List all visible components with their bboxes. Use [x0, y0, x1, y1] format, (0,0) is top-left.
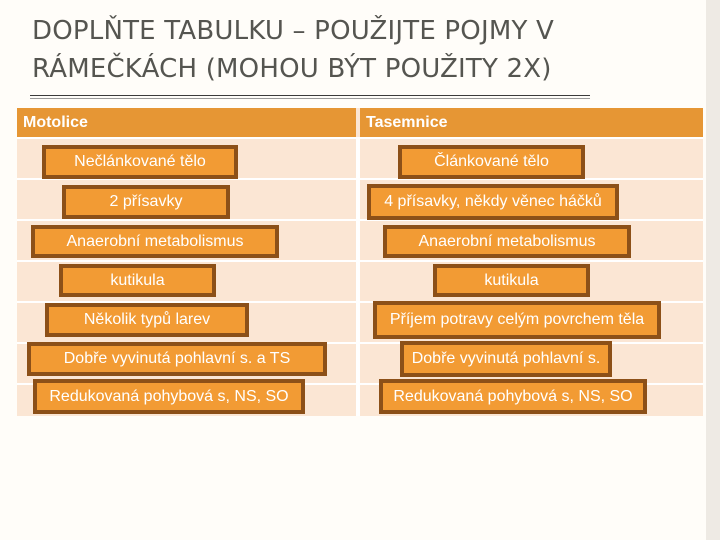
- term-box[interactable]: [27, 342, 327, 376]
- term-box[interactable]: [400, 341, 612, 377]
- title-underline-secondary: [30, 98, 590, 99]
- term-label: kutikula: [484, 271, 539, 289]
- term-box[interactable]: [379, 379, 647, 414]
- term-label: kutikula: [110, 271, 165, 289]
- row-separator: [17, 137, 703, 139]
- term-box[interactable]: [45, 303, 249, 337]
- term-box[interactable]: [398, 145, 585, 179]
- header-motolice: Motolice: [17, 108, 356, 137]
- title-line-2: RÁMEČKÁCH (MOHOU BÝT POUŽITY 2X): [32, 54, 552, 84]
- term-box[interactable]: [433, 264, 590, 297]
- term-label: Redukovaná pohybová s, NS, SO: [393, 387, 633, 405]
- header-tasemnice: Tasemnice: [360, 108, 703, 137]
- term-box[interactable]: [33, 379, 305, 414]
- comparison-table: [17, 108, 703, 416]
- term-label: Dobře vyvinutá pohlavní s.: [411, 350, 601, 367]
- term-label: Dobře vyvinutá pohlavní s. a TS: [63, 350, 291, 367]
- term-label: Redukovaná pohybová s, NS, SO: [49, 387, 289, 405]
- term-box[interactable]: [373, 301, 661, 339]
- term-label: Článkované tělo: [434, 153, 549, 170]
- row-separator: [17, 260, 703, 262]
- term-box[interactable]: [367, 184, 619, 220]
- term-label: Anaerobní metabolismus: [66, 232, 244, 250]
- term-label: Nečlánkované tělo: [74, 153, 206, 170]
- term-box[interactable]: [59, 264, 216, 297]
- term-label: 4 přísavky, někdy věnec háčků: [384, 193, 602, 210]
- term-box[interactable]: [62, 185, 230, 219]
- slide-title: [32, 12, 652, 88]
- title-line-1: DOPLŇTE TABULKU – POUŽIJTE POJMY V: [32, 16, 555, 46]
- term-label: Několik typů larev: [83, 311, 211, 328]
- side-decoration-bar: [706, 0, 720, 540]
- term-box[interactable]: [383, 225, 631, 258]
- title-underline: [30, 95, 590, 96]
- term-box[interactable]: [31, 225, 279, 258]
- term-label: 2 přísavky: [109, 193, 183, 210]
- term-box[interactable]: [42, 145, 238, 179]
- term-label: Anaerobní metabolismus: [418, 232, 596, 250]
- term-label: Příjem potravy celým povrchem těla: [389, 311, 645, 328]
